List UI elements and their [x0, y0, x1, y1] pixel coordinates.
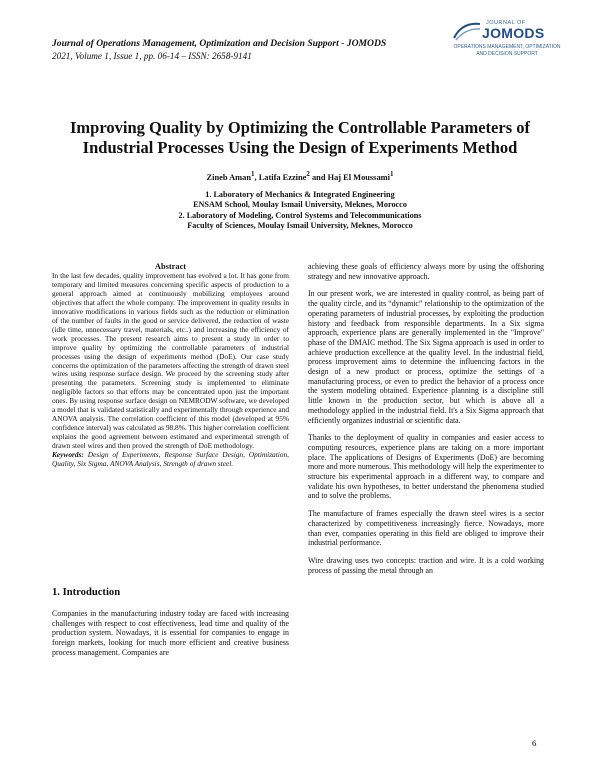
title-line-1: Improving Quality by Optimizing the Controllable Parameters of [70, 118, 530, 137]
keywords-label: Keywords: [52, 450, 84, 460]
abstract-text: In the last few decades, quality improvement has evolved a lot. It has gone from temporary and limited measures concerning specific aspects of production to a general approach aimed at continuously mobilizing employees around objectives that affect the whole company. The improvement in quality results in innovative modifications in various fields such as the reduction or elimination of the number of faults in the good or service delivered, the reduction of waste (idle time, unnecessary travel, materials, etc..) and increasing the efficiency of work processes. The present research aims to present a study in order to improve quality by optimizing the controllable parameters of industrial processes using the design of experiments method (DoE). Our case study concerns the optimization of the parameters affecting the strength of drawn steel wires using response surface design. We proceed by the screening study after presenting the parameters. Screening study is implemented to eliminate negligible factors so that efforts may be concentrated upon just the important ones. By using response surface design on NEMRODW software, we developed a model that is validated statistically and experimentally through experience and ANOVA analysis. The correlation coefficient of this model (developed at 95% confidence interval) was calculated as 98.8%. This higher correlation coefficient explains the good agreement between estimated and experimental strength of drawn steel wires and then proved the strength of DoE methodology. [52, 271, 289, 451]
paper-title [40, 118, 560, 158]
authors-line [0, 170, 600, 182]
right-column [308, 262, 544, 583]
title-line-2: Industrial Processes Using the Design of Experiments Method [82, 138, 518, 157]
keywords-list: Design of Experiments, Response Surface Design, Optimization, Quality, Six Sigma, ANOVA Analysis, Strength of drawn steel. [52, 450, 289, 469]
journal-logo [452, 20, 562, 62]
journal-name: Journal of Operations Management, Optimization and Decision Support - JOMODS [52, 38, 387, 49]
journal-header [52, 38, 412, 62]
right-paragraph-3: Thanks to the deployment of quality in companies and easier access to computing resources, experience plans are taking on a more important place. The applications of Designs of Experiments (DoE) are becoming more and more numerous. This methodology will help the experimenter to structure his experimental approach in a different way, to compare and validate his own hypotheses, to better understand the phenomena studied and to solve the problems. [308, 433, 544, 501]
author-3: Haj El Moussami [327, 172, 390, 182]
affiliations [0, 190, 600, 232]
author-3-affil: 1 [389, 170, 394, 178]
abstract-heading: Abstract [154, 262, 187, 271]
logo-small-text: JOURNAL OF [486, 20, 526, 26]
right-paragraph-4: The manufacture of frames especially the drawn steel wires is a sector characterized by competitiveness increasingly fierce. Nowadays, more than ever, companies operating in this field are obliged to improve their industrial performance. [308, 509, 544, 548]
abstract-section [52, 262, 289, 469]
author-2: Latifa Ezzine [258, 172, 307, 182]
affiliation-line: ENSAM School, Moulay Ismail University, Meknes, Morocco [193, 200, 407, 210]
logo-subtitle-2: AND DECISION SUPPORT [476, 51, 538, 57]
affiliation-line: Faculty of Sciences, Moulay Ismail University, Meknes, Morocco [187, 221, 413, 231]
affiliation-line: 2. Laboratory of Modeling, Control Systems and Telecommunications [178, 210, 422, 220]
right-paragraph-2: In our present work, we are interested in quality control, as being part of the quality circle, and its “dynamic” relationship to the optimization of the operating parameters of industrial processes, by exploiting the production history and feedback from responsible departments. In a Six sigma approach, experience plans are generally implemented in the "Improve" phase of the DMAIC method. The Six Sigma approach is used in order to achieve production excellence at the quality level. In the industrial field, process improvement aims to determine the influencing factors in the design of a new product or process, optimize the settings of a manufacturing process, or even to predict the behavior of a process once the system modeling obtained. Experience planning is a discipline still little known in the production sector, but which is above all a methodology applied in the industrial field. It's a Six Sigma approach that efficiently organizes industrial or scientific data. [308, 289, 544, 425]
author-1: Zineb Aman [206, 172, 251, 182]
keywords [52, 451, 289, 469]
author-separator-1: , [254, 172, 259, 182]
page-number: 6 [532, 738, 537, 748]
introduction-text [52, 609, 289, 666]
affiliation-line: 1. Laboratory of Mechanics & Integrated Engineering [205, 190, 395, 199]
intro-paragraph-1: Companies in the manufacturing industry today are faced with increasing challenges with respect to cost effectiveness, lead time and quality of the production system. Nowadays, it is essential for companies to engage in foreign markets, looking for much more efficient and creative business process management. Companies are [52, 609, 289, 657]
logo-mark-icon [452, 20, 482, 42]
logo-wordmark: JOMODS [482, 25, 545, 41]
logo-subtitle-1: OPERATIONS MANAGEMENT, OPTIMIZATION [453, 44, 561, 50]
right-paragraph-1: achieving these goals of efficiency always more by using the offshoring strategy and new innovative approach. [308, 262, 544, 281]
author-1-affil: 1 [251, 170, 255, 178]
journal-meta: 2021, Volume 1, Issue 1, pp. 06-14 – ISSN: 2658-9141 [52, 51, 252, 61]
right-paragraph-5: Wire drawing uses two concepts: traction and wire. It is a cold working process of passing the metal through an [308, 555, 544, 575]
author-separator-2: and [309, 172, 328, 182]
introduction-heading: 1. Introduction [52, 587, 121, 598]
author-2-affil: 2 [306, 170, 310, 178]
